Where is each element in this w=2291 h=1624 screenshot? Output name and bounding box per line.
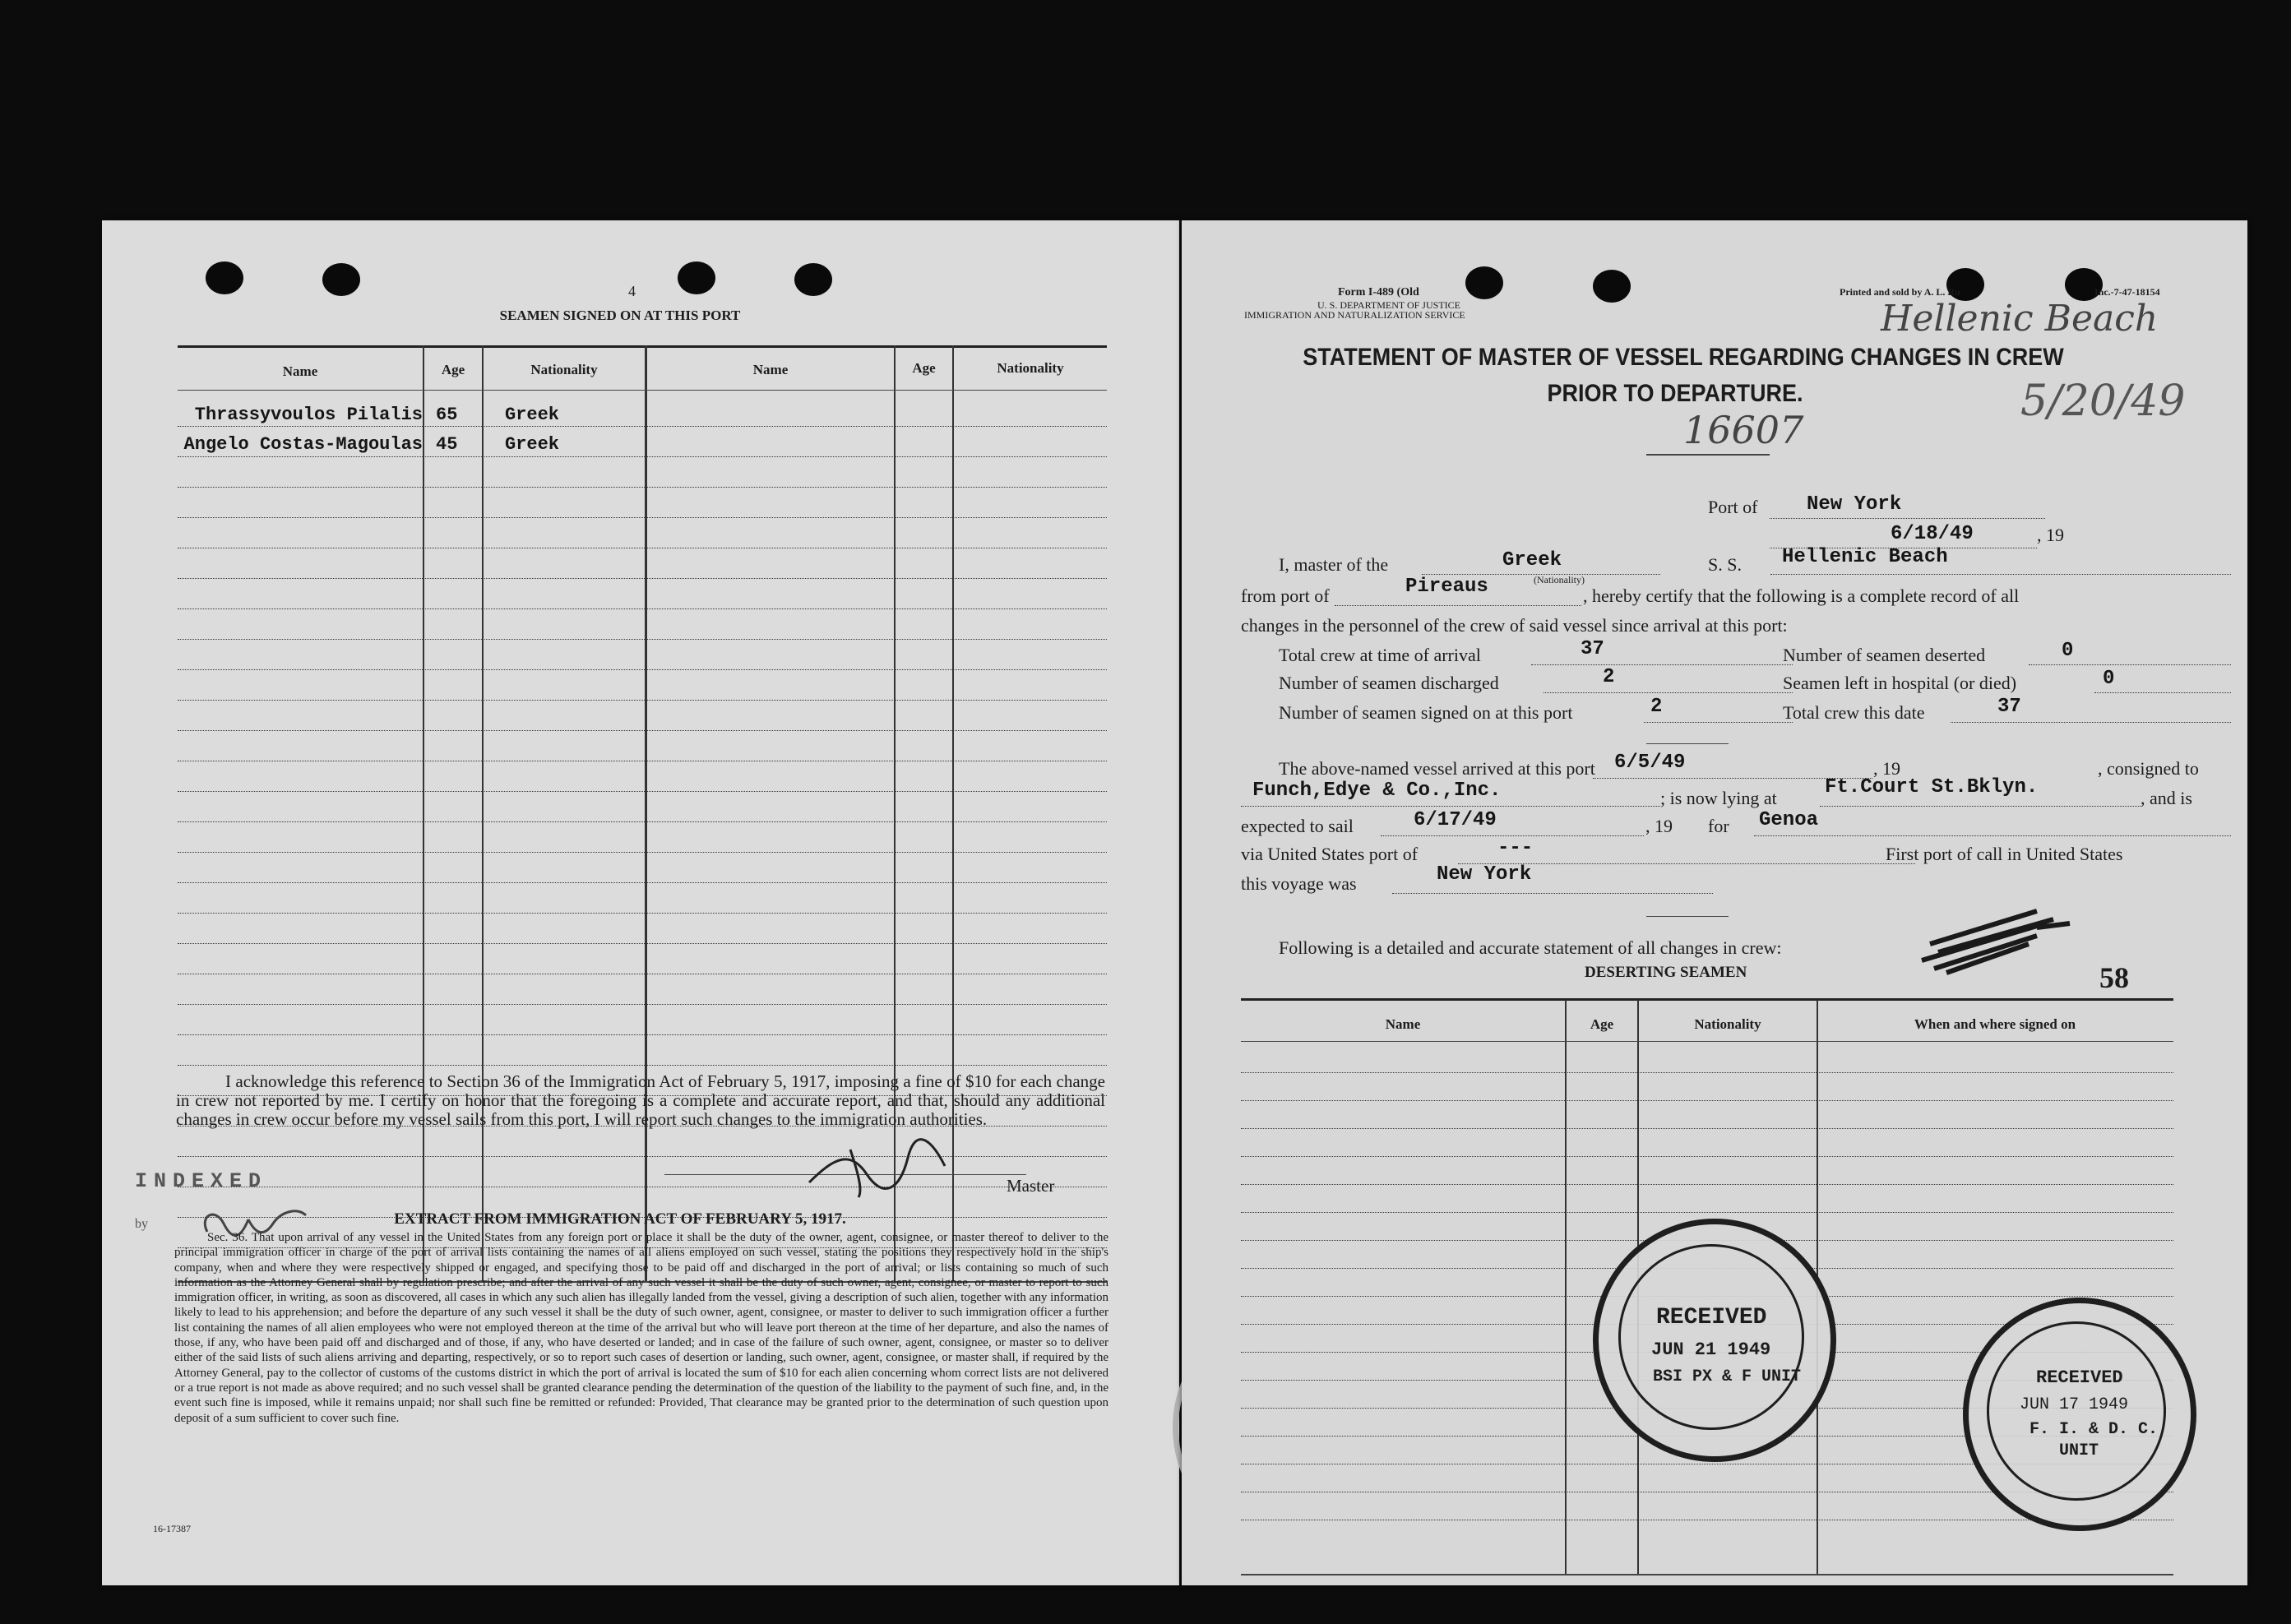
hospital-label: Seamen left in hospital (or died) bbox=[1783, 673, 2017, 693]
and-is-label: , and is bbox=[2141, 788, 2192, 808]
table-rule bbox=[1241, 1156, 2173, 1157]
divider-rule bbox=[1646, 743, 1729, 744]
hospital-value: 0 bbox=[2103, 668, 2115, 690]
scribble-mark bbox=[1914, 895, 2078, 985]
punch-hole bbox=[794, 263, 832, 296]
column-divider bbox=[482, 345, 484, 1283]
table-rule bbox=[178, 578, 1107, 579]
voyage-label: this voyage was bbox=[1241, 873, 1357, 894]
extract-text: Sec. 36. That upon arrival of any vessel in the United States from any foreign port or place it shall be the duty of the owner, agent, consignee, or master thereof to deliver to the principal immigration officer in charge of the port of arrival lists containing the names of all aliens employed on such vessel, stating the positions they respectively hold in the ship's company, when and where they were respectively shipped or engaged, and specifying those to be paid off and discharged in the port of arrival; or lists containing so much of such information as the Attorney General shall by regulation prescribe; and after the arrival of any such vessel it shall be the duty of such owner, agent, consignee, or master to report to such immigration officer, in writing, as soon as discovered, all cases in which any such alien has illegally landed from the vessel, giving a description of such alien, together with any information likely to lead to his apprehension; and before the departure of any such vessel it shall be the duty of such owner, agent, consignee, or master to deliver to such immigration officer a further list containing the names of all alien employees who were not employed thereon at the time of the arrival but who will leave port thereon at the time of her departure, and also the names of those, if any, who have been paid off and discharged and of those, if any, who have deserted or landed; and in case of the failure of such owner, agent, consignee, or master so to deliver either of the said lists of such aliens arriving and departing, respectively, or so to report such cases of desertion or landing, such owner, agent, consignee, or master shall, if required by the Attorney General, pay to the collector of customs of the customs district in which the port of arrival is located the sum of $10 for each alien concerning whom correct lists are not delivered or a true report is not made as above required; and no such vessel shall be granted clearance pending the determination of the question of the liability to the payment of such fine, and, in the event such fine is imposed, while it remains unpaid; nor shall such fine be remitted or refunded: Provided, That clearance may be granted prior to the determination of such question upon deposit of a sum sufficient to cover such fine. bbox=[174, 1231, 1108, 1425]
expected-label: expected to sail bbox=[1241, 816, 1354, 836]
table-rule bbox=[1241, 1184, 2173, 1185]
field-underline bbox=[1644, 722, 1793, 723]
discharged-label: Number of seamen discharged bbox=[1279, 673, 1499, 693]
master-label: Master bbox=[1007, 1176, 1055, 1196]
section-title: SEAMEN SIGNED ON AT THIS PORT bbox=[499, 308, 741, 323]
number-underline bbox=[1646, 454, 1770, 456]
form-code: 16-17387 bbox=[153, 1523, 191, 1534]
discharged-value: 2 bbox=[1603, 666, 1615, 688]
table-header-rule bbox=[178, 390, 1107, 391]
report-date: 6/18/49 bbox=[1891, 523, 1974, 545]
certify-text: , hereby certify that the following is a complete record of all bbox=[1583, 585, 2020, 606]
stamp-received-text: RECEIVED bbox=[1656, 1305, 1767, 1330]
punch-hole bbox=[1465, 266, 1503, 299]
voyage-value: New York bbox=[1437, 863, 1532, 886]
stamp-unit-name: F. I. & D. C. bbox=[2030, 1420, 2159, 1439]
from-port-value: Pireaus bbox=[1405, 576, 1488, 598]
table-top-rule bbox=[1241, 998, 2173, 1001]
deserted-value: 0 bbox=[2062, 640, 2074, 662]
form-title-line2: PRIOR TO DEPARTURE. bbox=[1547, 380, 1803, 407]
master-of-label: I, master of the bbox=[1279, 554, 1389, 575]
table-row-age: 65 bbox=[436, 405, 458, 425]
column-divider bbox=[423, 345, 424, 1283]
table-rule bbox=[178, 913, 1107, 914]
total-crew-date-label: Total crew this date bbox=[1783, 702, 1925, 723]
table-rule bbox=[178, 517, 1107, 518]
nationality-caption: (Nationality) bbox=[1534, 574, 1585, 585]
col-signed-on-header: When and where signed on bbox=[1914, 1016, 2076, 1032]
table-rule bbox=[1241, 1212, 2173, 1213]
table-rule bbox=[178, 1065, 1107, 1066]
punch-hole bbox=[678, 261, 715, 294]
received-stamp bbox=[1593, 1219, 1836, 1462]
field-underline bbox=[1544, 692, 1793, 693]
stamp-date: JUN 21 1949 bbox=[1651, 1339, 1771, 1360]
extract-title: EXTRACT FROM IMMIGRATION ACT OF FEBRUARY 5, 1917. bbox=[394, 1210, 846, 1228]
signed-on-label: Number of seamen signed on at this port bbox=[1279, 702, 1573, 723]
via-value: --- bbox=[1497, 837, 1534, 859]
from-port-label: from port of bbox=[1241, 585, 1330, 606]
table-rule bbox=[178, 700, 1107, 701]
table-rule bbox=[178, 730, 1107, 731]
field-underline bbox=[1241, 806, 1660, 807]
divider-rule bbox=[1646, 916, 1729, 917]
field-underline bbox=[1820, 806, 2141, 807]
lying-value: Ft.Court St.Bklyn. bbox=[1825, 776, 2039, 798]
table-rule bbox=[178, 639, 1107, 640]
field-underline bbox=[1951, 722, 2231, 723]
col-nationality-header: Nationality bbox=[530, 362, 598, 377]
table-rule bbox=[178, 608, 1107, 609]
form-number: Form I-489 (Old bbox=[1338, 286, 1419, 298]
following-text: Following is a detailed and accurate statement of all changes in crew: bbox=[1279, 937, 1782, 958]
total-crew-date-value: 37 bbox=[1997, 696, 2021, 718]
vessel-nationality: Greek bbox=[1502, 549, 1562, 571]
field-underline bbox=[1335, 605, 1581, 606]
col-nationality-header-2: Nationality bbox=[997, 360, 1064, 376]
table-row-name: Angelo Costas-Magoulas bbox=[183, 434, 423, 455]
table-rule bbox=[178, 821, 1107, 822]
punch-hole bbox=[206, 261, 243, 294]
received-stamp bbox=[1963, 1298, 2196, 1531]
left-page bbox=[102, 220, 1179, 1585]
by-label: by bbox=[135, 1217, 148, 1231]
expected-value: 6/17/49 bbox=[1414, 809, 1497, 831]
table-rule bbox=[178, 487, 1107, 488]
stamp-received-text: RECEIVED bbox=[2036, 1367, 2123, 1388]
port-label: Port of bbox=[1708, 497, 1758, 517]
table-row-name: Thrassyvoulos Pilalis bbox=[194, 405, 423, 425]
printed-note: Printed and sold by A. L. Ru bbox=[1840, 286, 1960, 298]
deserting-title: DESERTING SEAMEN bbox=[1585, 964, 1747, 981]
master-signature bbox=[801, 1133, 957, 1199]
stamp-unit: UNIT bbox=[2059, 1441, 2099, 1460]
total-crew-arrival-label: Total crew at time of arrival bbox=[1279, 645, 1481, 665]
printed-code: Inc.-7-47-18154 bbox=[2094, 286, 2160, 298]
for-label: for bbox=[1708, 816, 1729, 836]
table-row-nationality: Greek bbox=[505, 434, 560, 455]
lying-label: ; is now lying at bbox=[1660, 788, 1777, 808]
field-underline bbox=[1381, 835, 1644, 836]
arrived-value: 6/5/49 bbox=[1614, 752, 1686, 774]
table-row-age: 45 bbox=[436, 434, 458, 455]
punch-hole bbox=[1593, 270, 1631, 303]
department: U. S. DEPARTMENT OF JUSTICE bbox=[1317, 299, 1460, 311]
punch-hole bbox=[322, 263, 360, 296]
signed-on-value: 2 bbox=[1650, 696, 1663, 718]
stamp-unit: BSI PX & F UNIT bbox=[1653, 1367, 1802, 1386]
consigned-label: , consigned to bbox=[2098, 758, 2199, 779]
table-rule bbox=[178, 943, 1107, 944]
expected-year: , 19 bbox=[1645, 816, 1673, 836]
page-number: 58 bbox=[2099, 961, 2129, 994]
handwritten-date: 5/20/49 bbox=[2020, 377, 2186, 426]
col-nationality-header: Nationality bbox=[1694, 1016, 1761, 1032]
col-age-header: Age bbox=[1590, 1016, 1614, 1032]
field-underline bbox=[1392, 893, 1713, 894]
col-name-header-2: Name bbox=[752, 362, 789, 377]
acknowledgment-text: I acknowledge this reference to Section 36 of the Immigration Act of February 5, 1917, imposing a fine of $10 for each change in crew not reported by me. I certify on honor that the foregoing is a complete and accurate report, and that, should any additional changes in crew occur before my vessel sails from this port, I will report such changes to the immigration authorities. bbox=[176, 1071, 1105, 1129]
col-age-header-2: Age bbox=[912, 360, 936, 376]
total-crew-arrival-value: 37 bbox=[1581, 638, 1604, 660]
arrived-label: The above-named vessel arrived at this port bbox=[1279, 758, 1595, 779]
handwritten-vessel-name: Hellenic Beach bbox=[1881, 298, 2159, 340]
field-underline bbox=[1531, 664, 1793, 665]
table-rule bbox=[178, 456, 1107, 457]
port-value: New York bbox=[1807, 493, 1902, 516]
field-underline bbox=[1770, 574, 2231, 575]
table-top-rule bbox=[178, 345, 1107, 348]
column-divider bbox=[645, 345, 647, 1283]
year-suffix: , 19 bbox=[2037, 525, 2064, 545]
col-name-header: Name bbox=[282, 363, 318, 379]
table-header-rule bbox=[1241, 1041, 2173, 1042]
field-underline bbox=[1770, 518, 2045, 519]
indexed-stamp: INDEXED bbox=[135, 1169, 268, 1193]
column-divider bbox=[1565, 1000, 1567, 1575]
table-bottom-rule bbox=[1241, 1574, 2173, 1575]
ss-label: S. S. bbox=[1708, 554, 1742, 575]
right-page bbox=[1182, 220, 2247, 1585]
table-rule bbox=[178, 882, 1107, 883]
vessel-name: Hellenic Beach bbox=[1782, 546, 1948, 568]
table-rule bbox=[178, 426, 1107, 427]
service: IMMIGRATION AND NATURALIZATION SERVICE bbox=[1244, 309, 1465, 321]
stamp-date: JUN 17 1949 bbox=[2020, 1395, 2129, 1414]
table-rule bbox=[178, 791, 1107, 792]
table-rule bbox=[178, 1156, 1107, 1157]
field-underline bbox=[1754, 835, 2231, 836]
for-value: Genoa bbox=[1759, 809, 1819, 831]
table-rule bbox=[178, 852, 1107, 853]
consignee-value: Funch,Edye & Co.,Inc. bbox=[1252, 780, 1502, 802]
first-port-label: First port of call in United States bbox=[1886, 844, 2123, 864]
page-number: 4 bbox=[628, 283, 636, 299]
table-rule bbox=[1241, 1072, 2173, 1073]
col-name-header: Name bbox=[1385, 1016, 1421, 1032]
via-label: via United States port of bbox=[1241, 844, 1419, 864]
form-title-line1: STATEMENT OF MASTER OF VESSEL REGARDING CHANGES IN CREW bbox=[1303, 344, 2064, 371]
arrived-year: , 19 bbox=[1873, 758, 1900, 779]
field-underline bbox=[2094, 692, 2231, 693]
table-rule bbox=[178, 669, 1107, 670]
table-row-nationality: Greek bbox=[505, 405, 560, 425]
table-rule bbox=[1241, 1128, 2173, 1129]
changes-text: changes in the personnel of the crew of said vessel since arrival at this port: bbox=[1241, 615, 1788, 636]
table-rule bbox=[178, 1004, 1107, 1005]
table-rule bbox=[1241, 1100, 2173, 1101]
col-age-header: Age bbox=[441, 362, 465, 377]
table-rule bbox=[178, 1034, 1107, 1035]
deserted-label: Number of seamen deserted bbox=[1783, 645, 1986, 665]
handwritten-number: 16607 bbox=[1683, 408, 1804, 452]
field-underline bbox=[2029, 664, 2231, 665]
